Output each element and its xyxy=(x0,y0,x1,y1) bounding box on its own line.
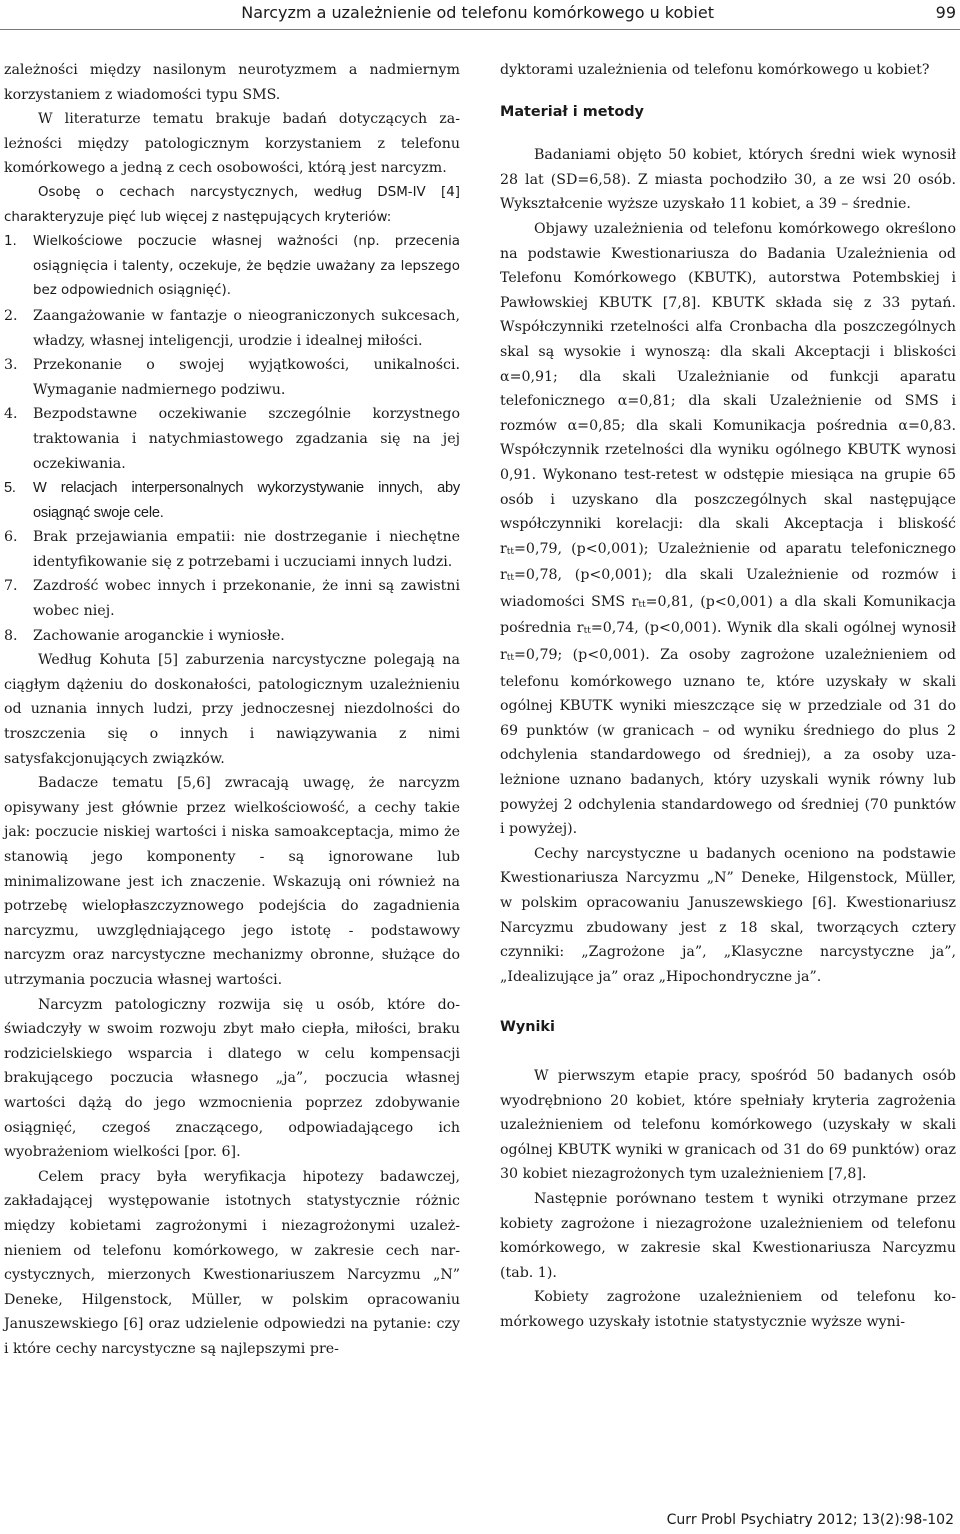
paragraph-segment: =0,78, (p<0,001); dla skali Uzależnienie od rozmów i wiadomości SMS r xyxy=(500,567,956,610)
paragraph: Cechy narcystyczne u badanych oceniono na podstawie Kwestionariusza Narcyzmu „N” Deneke, Hilgenstock, Müller, w polskim opracowaniu Januszewskiego [6]. Kwestionariusz Narcyzmu zbudowany jest z 18 skal, tworzących cztery czynniki: „Zagrożone ja”, „Klasyczne narcystyczne ja”, „Idealizujące ja” oraz „Hipochondryczne ja”. xyxy=(500,845,956,985)
list-number: 1. xyxy=(4,234,17,250)
list-number: 3. xyxy=(4,357,18,374)
paragraph-segment: Objawy uzależnienia od telefonu komórkowego określono na podstawie Kwestionariusza do Badania Uzależnienia od Telefonu Komórkowego (KBUTK), autorstwa Potembskiej i Pawłowskiej KBUTK [7,8]. KBUTK składa się z 33 pytań. Współczynniki rzetelności alfa Cronbacha dla poszczególnych skal są wysokie i wynoszą: dla skali Akceptacji i bliskości α=0,91; dla skali Uzależnianie od funkcji aparatu telefonicznego α=0,81; dla skali Uzależnienie od SMS i rozmów α=0,85; dla skali Komunikacja pośrednia α=0,83. Współczynnik rzetelności dla wyniku ogólnego KBUTK wynosi 0,91. Wykonano test-retest w odstępie miesiąca na grupie 65 osób i uzyskano dla poszczególnych skal następujące współczynniki korelacji: dla skali Akceptacja i bliskość r xyxy=(500,220,956,557)
page-number: 99 xyxy=(935,3,956,22)
paragraph-segment: =0,79, (p<0,001); Uzależnienie od aparatu telefonicznego r xyxy=(500,540,956,584)
header-rule xyxy=(0,29,960,30)
list-item xyxy=(4,525,460,574)
list-text: Zachowanie aroganckie i wyniosłe. xyxy=(33,627,285,644)
running-title: Narcyzm a uzależnienie od telefonu komórkowego u kobiet xyxy=(241,3,714,22)
subscript-tt: tt xyxy=(638,599,646,610)
list-item xyxy=(4,574,460,623)
list-text: W relacjach interpersonalnych wykorzystywanie innych, aby osiągnąć swoje cele. xyxy=(33,480,460,521)
subscript-tt: tt xyxy=(506,653,515,664)
list-text: Brak przejawiania empatii: nie dostrzeganie i niechętne identyfikowanie się z potrzebami i uczuciami innych ludzi. xyxy=(33,529,460,570)
list-text: Zazdrość wobec innych i przekonanie, że inni są zawistni wobec niej. xyxy=(33,578,460,620)
subscript-tt: tt xyxy=(583,626,591,637)
paragraph: dyktorami uzależnienia od telefonu komórkowego u kobiet? xyxy=(500,62,930,78)
paragraph: Badacze tematu [5,6] zwracają uwagę, że narcyzm opisywany jest głównie przez wielkościowość, a cechy takie jak: poczucie niskiej wartości i niska samoakceptacja, mimo że stanowią jego komponenty - są ignorowane lub minimalizowane jest ich znaczenie. Wskazują oni również na potrzebę wielopłaszczyznowego podejścia do zagadnienia narcyzmu, uwzględniającego jego istotę - podstawowy narcyzm oraz narcystyczne mechanizmy obronne, służące do utrzymania poczucia własnej wartości. xyxy=(4,775,460,988)
section-heading-results: Wyniki xyxy=(500,1019,555,1036)
list-text: Wielkościowe poczucie własnej ważności (np. przecenia osiągnięcia i talenty, oczekuje, że będzie uważany za lepszego bez odpowiednich osiągnięć). xyxy=(33,234,460,299)
list-text: Zaangażowanie w fantazje o nieograniczonych sukcesach, władzy, własnej inteligencji, urodzie i idealnej miłości. xyxy=(33,307,460,349)
paragraph: Celem pracy była weryfikacja hipotezy badawczej, zakładającej występowanie istotnych statystycznie różnic między kobietami zagrożonymi i niezagrożonymi uzależnieniem od telefonu komórkowego, w zakresie cech narcystycznych, mierzonych Kwestionariuszem Narcyzmu „N” Deneke, Hilgenstock, Müller, w polskim opracowaniu Januszewskiego [6] oraz udzielenie odpowiedzi na pytanie: czy i które cechy narcystyczne są najlepszymi pre- xyxy=(4,1168,460,1357)
paragraph-criteria-intro: Osobę o cechach narcystycznych, według DSM-IV [4] charakteryzuje pięć lub więcej z następujących kryteriów: xyxy=(4,184,460,225)
paragraph: Badaniami objęto 50 kobiet, których średni wiek wynosił 28 lat (SD=6,58). Z miasta pochodziło 30, a ze wsi 20 osób. Wykształcenie wyższe uzyskało 11 kobiet, a 39 – średnie. xyxy=(500,147,956,213)
list-number: 5. xyxy=(4,480,16,497)
paragraph: Narcyzm patologiczny rozwija się u osób, które doświadczyły w swoim rozwoju zbyt mało ciepła, miłości, braku rodzicielskiego wsparcia i dlatego w celu kompensacji brakującego poczucia własnego „ja”, poczucia własnej wartości dążą do jego wzmocnienia poprzez zdobywanie osiągnięć, czegoś znaczącego, odpowiadającego ich wyobrażeniom wielkości [por. 6]. xyxy=(4,996,460,1161)
list-text: Bezpodstawne oczekiwanie szczególnie korzystnego traktowania i natychmiastowego zgadzania się na jej oczekiwania. xyxy=(33,406,460,472)
list-item xyxy=(4,353,460,402)
paragraph: Kobiety zagrożone uzależnieniem od telefonu komórkowego uzyskały istotnie statystycznie wyższe wyni- xyxy=(500,1289,956,1330)
list-number: 7. xyxy=(4,578,18,595)
journal-citation: Curr Probl Psychiatry 2012; 13(2):98-102 xyxy=(666,1512,954,1528)
subscript-tt: tt xyxy=(506,573,515,584)
list-number: 6. xyxy=(4,529,18,546)
list-number: 4. xyxy=(4,406,18,423)
right-column xyxy=(500,58,956,1335)
list-number: 2. xyxy=(4,307,18,324)
list-item xyxy=(4,476,460,525)
list-item xyxy=(4,624,460,649)
paragraph: zależności między nasilonym neurotyzmem a nadmiernym korzystaniem z wiadomości typu SMS. xyxy=(4,62,460,103)
list-item xyxy=(4,304,460,353)
paragraph-kbutk xyxy=(500,217,956,842)
list-number: 8. xyxy=(4,627,18,644)
left-column xyxy=(4,58,460,1361)
paragraph: Następnie porównano testem t wyniki otrzymane przez kobiety zagrożone i niezagrożone uzależnieniem od telefonu komórkowego, w zakresie skal Kwestionariusza Narcyzmu (tab. 1). xyxy=(500,1190,956,1281)
paragraph: Według Kohuta [5] zaburzenia narcystyczne polegają na ciągłym dążeniu do doskonałości, patologicznym uzależnieniu od uznania innych ludzi, przy jednoczesnej niezdolności do troszczenia się o innych i nawiązywania z nimi satysfakcjonujących związków. xyxy=(4,652,460,767)
section-heading-methods: Materiał i metody xyxy=(500,103,644,120)
paragraph-segment: =0,74, (p<0,001). Wynik dla skali ogólnej wynosił r xyxy=(500,620,956,664)
list-item xyxy=(4,402,460,476)
list-item xyxy=(4,230,460,304)
paragraph: W pierwszym etapie pracy, spośród 50 badanych osób wyodrębniono 20 kobiet, które spełniały kryteria zagrożenia uzależnieniem od telefonu komórkowego (uzyskały w skali ogólnej KBUTK wyniki w granicach od 31 do 69 punktów) oraz 30 kobiet niezagrożonych tym uzależnieniem [7,8]. xyxy=(500,1067,956,1183)
paragraph: W literaturze tematu brakuje badań dotyczących zależności między patologicznym korzystaniem z telefonu komórkowego a jedną z cech osobowości, którą jest narcyzm. xyxy=(4,111,460,177)
list-text: Przekonanie o swojej wyjątkowości, unikalności. Wymaganie nadmiernego podziwu. xyxy=(33,357,460,398)
subscript-tt: tt xyxy=(506,546,515,557)
paragraph-segment: =0,81, (p<0,001) a dla skali Komunikacja pośrednia r xyxy=(500,593,956,637)
running-header xyxy=(0,0,960,30)
paragraph-segment: =0,79; (p<0,001). Za osoby zagrożone uzależnieniem od telefonu komórkowego uznano te, które uzyskały w skali ogólnej KBUTK wyniki mieszczące się w przedziale od 31 do 69 punktów (w granicach – od wyniku średniego do plus 2 odchylenia standardowego od średniej), a za osoby uzależnione uznano badanych, który uzyskali wynik równy lub powyżej 2 odchylenia standardowego od średniej (70 punktów i powyżej). xyxy=(500,647,956,838)
